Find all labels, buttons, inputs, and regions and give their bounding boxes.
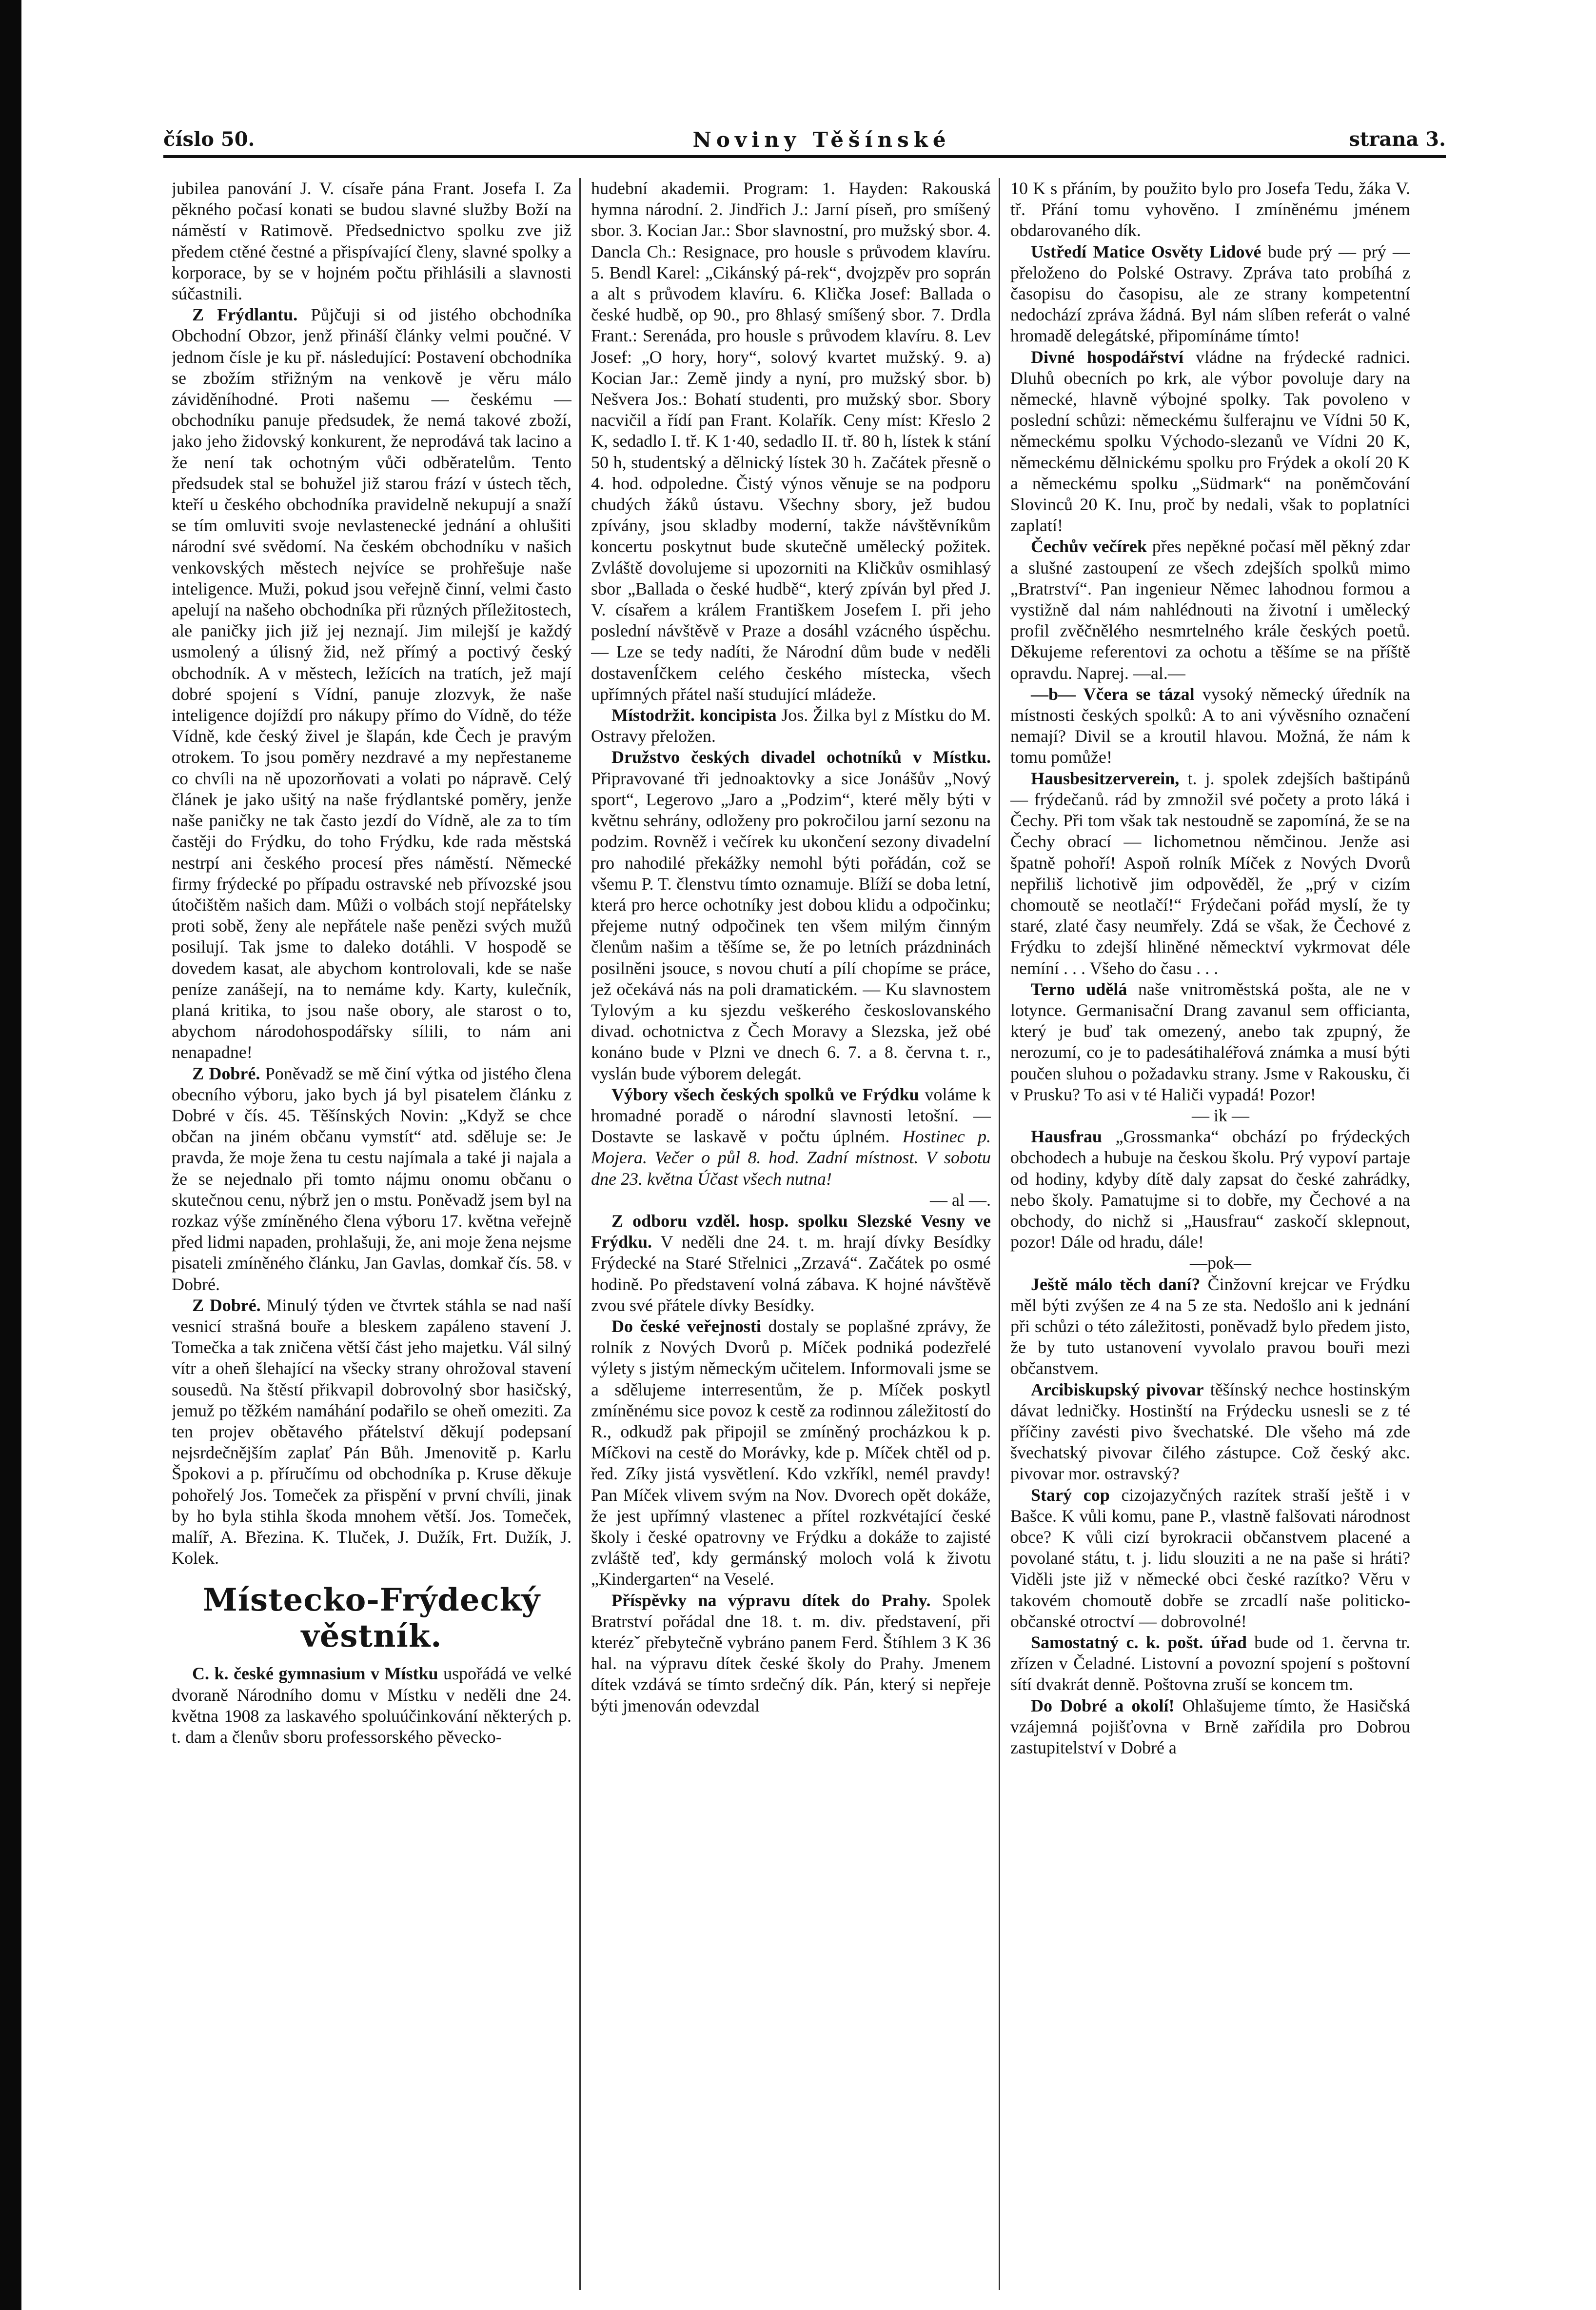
article-lead: Ustředí Matice Osvěty Lidové [1031,241,1261,261]
article-jubilee: jubilea panování J. V. císaře pána Frant. Josefa I. Za pěkného počasí konati se budou slavné služby Boží na náměstí v Ratimově. Předsednictvo spolku zve již předem ctěné čestné a přispívající členy, slavné spolky a korporace, by se v hojném počtu přihlásili a slavnosti súčastnili. [172,179,571,304]
article-dane: Ještě málo těch daní? Činžovní krejcar ve Frýdku měl býti zvýšen ze 4 na 5 ze sta. Nedošlo ani k jednání při schůzi o této záležitosti, poněvadž bylo předem jisto, že by tuto ustanovení vyvolalo pravou bouři mezi občanstvem. [1010,1274,1410,1378]
column-3 [1010,178,1410,2290]
article-koncipista: Místodržit. koncipista Jos. Žilka byl z Místku do M. Ostravy přeložen. [591,705,991,746]
article-posta: Samostatný c. k. pošt. úřad bude od 1. června tr. zřízen v Čeladné. Listovní a povozní spojení s poštovní sítí dvakrát denně. Poštovna zruší se koncem tm. [1010,1633,1410,1694]
article-dobra-okoli: Do Dobré a okolí! Ohlašujeme tímto, že Hasičská vzájemná pojišťovna v Brně zařídila pro Dobrou zastupitelství v Dobré a [1010,1695,1410,1758]
article-italic-note: Hostinec p. Mojera. Večer o půl 8. hod. Zadní místnost. V sobotu dne 23. května Účast všech nutna! [591,1127,991,1189]
article-urednik: —b— Včera se tázal vysoký německý úředník na místnosti českých spolků: A to ani vývěsního označení nemají? Divil se a kroutil hlavou. Možná, že nám k tomu pomůže! [1010,684,1410,767]
page-header [163,128,1446,157]
article-hospodarstvi: Divné hospodářství vládne na frýdecké radnici. Dluhů obecních po krk, ale výbor povoluje dary na německé, hlavně výbojné spolky. Tak povoleno v poslední schůzi: německému šulferajnu ve Vídni 50 K, německému spolku Východo-slezanů ve Vídni 20 K, německému dělnickému spolku pro Frýdek a okolí 20 K a německému spolku „Südmark“ na poněmčování Slovinců 20 K. Inu, proč by nedali, však to poplatníci zaplatí! [1010,347,1410,536]
article-lead: Příspěvky na výpravu dítek do Prahy. [611,1590,931,1610]
article-vecirek: Čechův večírek přes nepěkné počasí měl pěkný zdar a slušné zastoupení ze všech zdejších spolků mimo „Bratrství“. Pan ingenieur Němec lahodnou formou a vystižně dal nám nahlédnouti na životní i umělecký profil zvěčnělého nesmrtelného krále českých poetů. Děkujeme referentovi za ochotu a těšíme se na příště opravdu. Naprej. —al.— [1010,537,1410,683]
article-lead: C. k. české gymnasium v Místku [192,1664,438,1684]
article-hausfrau: Hausfrau „Grossmanka“ obchází po frýdeckých obchodech a hubuje na českou školu. Prý vypoví partaje od hodiny, kdyby dítě daly zapsat do české zahrádky, nebo školy. Pamatujme si to dobře, my Čechové a na obchody, do nichž si „Hausfrau“ zaskočí sklepnout, pozor! Dále od hradu, dále! [1010,1127,1410,1252]
article-lead: Divné hospodářství [1031,347,1184,367]
article-lead: Samostatný c. k. pošt. úřad [1031,1633,1247,1653]
article-academy-program: hudební akademii. Program: 1. Hayden: Rakouská hymna národní. 2. Jindřich J.: Jarní píseň, pro smíšený sbor. 3. Kocian Jar.: Sbor slavnostní, pro mužský sbor. 4. Dancla Ch.: Resignace, pro housle s průvodem klavíru. 5. Bendl Karel: „Cikánský pá-rek“, dvojzpěv pro soprán a alt s průvodem klavíru. 6. Klička Josef: Ballada o české hudbě, op 90., pro 8hlasý smíšený sbor. 7. Drdla Frant.: Serenáda, pro housle s průvodem klavíru. 8. Lev Josef: „O hory, hory“, solový kvartet mužský. 9. a) Kocian Jar.: Země jindy a nyní, pro mužský sbor. b) Nešvera Jos.: Bohatí studenti, pro mužský sbor. Sbory nacvičil a řídí pan Frant. Kolařík. Ceny míst: Křeslo 2 K, sedadlo I. tř. K 1·40, sedadlo II. tř. 80 h, lístek k stání 50 h, studentský a dělnický lístek 30 h. Začátek přesně o 4. hod. odpoledne. Čistý výnos věnuje se na podporu chudých žáků ústavu. Všechny sbory, jež budou zpívány, jsou skladby moderní, takže návštěvníkům koncertu poskytnut bude skutečně umělecký požitek. Zvláště dovolujeme si upozorniti na Kličkův osmihlasý sbor „Ballada o české hudbě“, který zpíván byl před J. V. císařem a králem Františkem Josefem I. při jeho poslední návštěvě v Praze a dosáhl vzácného úspěchu. — Lze se tedy nadíti, že Národní dům bude v neděli dostavenÍčkem celého českého místecka, všech upřímných přátel naší studující mládeže. [591,179,991,704]
article-vesna: Z odboru vzděl. hosp. spolku Slezské Vesny ve Frýdku. V neděli dne 24. t. m. hrají dívky Besídky Frýdecké na Staré Střelnici „Zrzavá“. Začátek po osmé hodině. Po představení volná zábava. K hojné návštěvě zvou své přátele dívky Besídky. [591,1211,991,1315]
article-lead: Čechův večírek [1031,537,1147,557]
article-lead: Terno udělá [1031,979,1127,999]
column-divider [579,178,581,2290]
section-title: Místecko-Frýdecký věstník. [202,1582,541,1655]
article-matice: Ustředí Matice Osvěty Lidové bude prý — prý — přeloženo do Polské Ostravy. Zpráva tato probíhá z časopisu do časopisu, ale ze strany kompetentní nedochází zpráva žádná. Byl nám slíben referát o valné hromadě delegátské, připomínáme tímto! [1010,241,1410,346]
article-lead: Z Frýdlantu. [192,305,298,325]
header-rule [163,155,1446,158]
article-dobra-1: Z Dobré. Poněvadž se mě činí výtka od jistého člena obecního výboru, jako bych já byl pisatelem článku z Dobré v čís. 45. Těšínských Novin: „Když se chce občan na jiném občanu vymstít“ atd. sděluje se: Je pravda, že moje žena tu cestu najímala a také ji najala a že se nejednalo při tomto nájmu onomu občanu o skutečnou cenu, nýbrž jen o mstu. Poněvadž jsem byl na rozkaz výše zmíněného člena výboru 17. května veřejně před lidmi napaden, prohlašuji, že, ani moje žena nejsme pisateli zmíněného článku, Jan Gavlas, domkař čís. 58. v Dobré. [172,1063,571,1294]
scan-edge-bar [0,0,21,2310]
article-lead: Z Dobré. [192,1295,261,1315]
article-cop: Starý cop cizojazyčných razítek straší ještě i v Bašce. K vůli komu, pane P., vlastně falšovati národnost obce? K vůli cizí byrokracii občanstvem placené a povolané státu, t. j. lidu slouziti a ne na paše si hráti? Viděli jste již v německé obci české razítko? Věru v takovém chomoutě dobře se zrcadlí naše politicko-občanské otroctví — dobrovolné! [1010,1485,1410,1631]
issue-number: číslo 50. [163,128,255,151]
article-lead: Z Dobré. [192,1063,260,1083]
page-number: strana 3. [1349,128,1446,151]
article-gymnasium: C. k. české gymnasium v Místku uspořádá ve velké dvoraně Národního domu v Místku v neděli dne 24. května 1908 za laskavého spoluúčinkování některých p. t. dam a členův sboru professorského pěvecko- [172,1664,571,1747]
article-lead: Do Dobré a okolí! [1031,1695,1175,1715]
article-signature: —al.— [1133,663,1185,683]
article-lead: Z odboru vzděl. hosp. spolku Slezské Vesny ve Frýdku. [591,1211,991,1252]
column-1 [172,178,571,2290]
article-lead: Hausfrau [1031,1127,1103,1147]
column-2 [591,178,991,2290]
article-lead: Starý cop [1031,1485,1110,1505]
article-lead: Místodržit. koncipista [611,705,777,725]
article-lead: Výbory všech českých spolků ve Frýdku [611,1084,919,1104]
article-signature: — al —. [930,1190,991,1210]
article-lead: Hausbesitzerverein, [1031,768,1180,788]
article-lead: Arcibiskupský pivovar [1031,1379,1204,1399]
article-verejnost: Do české veřejnosti dostaly se poplašné zprávy, že rolník z Nových Dvorů p. Míček podniká podezřelé výlety s jistým německým učitelem. Informovali jsme se a sdělujeme interresentům, že p. Míček poskytl zmíněnému sice povoz k cestě za rodinnou záležitostí do R., odkudž pak připojil se zmíněný procházkou k p. Míčkovi na cestě do Morávky, kde p. Míček chtěl od p. řed. Zíky jistá vysvětlení. Kdo vzkříkl, nemél pravdy! Pan Míček vlivem svým na Nov. Dvorech opět dokáže, že jest upřímný vlastenec a přítel rozkvétající české školy i české opatrovny ve Frýdku a dokáže to zajisté zvláště teď, kdy germánský moloch volá k životu „Kindergarten“ na Veselé. [591,1316,991,1589]
article-lead: —b— Včera se tázal [1031,684,1195,704]
newspaper-title: Noviny Těšínské [692,128,951,152]
article-terno: Terno udělá naše vnitroměstská pošta, ale ne v lotynce. Germanisační Drang zavanul sem officianta, který je buď tak omezený, anebo tak zpupný, že nerozumí, co je to padesátihaléřová známka a musí býti poučen sluhou o požadavku strany. Jsme v Rakousku, či v Prusku? To asi v té Haliči vypadá! Pozor! [1010,979,1410,1104]
article-lead: Družstvo českých divadel ochotníků v Místku. [611,747,991,767]
article-hausbesitzer: Hausbesitzerverein, t. j. spolek zdejších baštipánů — frýdečanů. rád by zmnožil své počety a proto láká i Čechy. Při tom však tak nestoudně se zapomíná, že se na Čechy obrací — lichometnou němčinou. Jenže asi špatně pohoří! Aspoň rolník Míček z Nových Dvorů nepřiliš lichotivě jim odpověděl, že „prý v cizím chomoutě se neotlačí!“ Frýdečani pořád myslí, že ty staré, zlaté časy neumřely. Zdá se však, že Čechové z Frýdku to zdejší hliněné německtví vykrmovat déle nemíní . . . Všeho do času . . . [1010,768,1410,978]
column-divider [999,178,1000,2290]
article-dobra-2: Z Dobré. Minulý týden ve čtvrtek stáhla se nad naší vesnicí strašná bouře a bleskem zapáleno stavení J. Tomečka a tak zničena větší část jeho majetku. Vál silný vítr a oheň šlehající na všecky strany ohrožoval stavení sousedů. Na štěstí přikvapil dobrovolný sbor hasičský, jemuž po těžkém namáhání podařilo se oheň omeziti. Za ten projev obětavého přátelství děkují podepsaní nejsrdečnějším zaplať Pán Bůh. Jmenovitě p. Karlu Špokovi a p. příručímu od obchodníka p. Kruse děkuje pohořelý Jos. Tomeček za přispění v první chvíli, jinak by ho byla stihla škoda mnohem větší. Jos. Tomeček, malíř, A. Březina. K. Tluček, J. Dužík, Frt. Dužík, J. Kolek. [172,1295,571,1568]
article-frydlant: Z Frýdlantu. Půjčuji si od jistého obchodníka Obchodní Obzor, jenž přináší články velmi poučné. V jednom čísle je ku př. následující: Postavení obchodníka se zbožím střižným na venkově je věru málo záviděníhodné. Proti našemu — českému — obchodníku panuje předsudek, že nemá takové zboží, jako jeho židovský konkurent, že neprodává tak lacino a že není tak ochotným vůči odběratelům. Tento předsudek stal se bohužel již starou frází v ústech těch, kteří u českého obchodníka pravidelně nekupují a snaží se tím omluviti svoje nevlastenecké jednání a ohlušiti národní své svědomí. Na českém obchodníku v našich venkovských městech nejvíce se prohřešuje naše inteligence. Muži, pokud jsou veřejně činní, velmi často apelují na našeho obchodníka při různých příležitostech, ale paničky jich již jej neznají. Jim milejší je každý usmolený a úlisný žid, než přímý a poctivý český obchodník. A v městech, ležících na tratích, jež mají dobré spojení s Vídní, panuje zlozvyk, že naše inteligence dojíždí pro nákupy přímo do Vídně, do téže Vídně, kde český živel je šlapán, kde Čech je pravým otrokem. To jsou poměry nezdravé a my nepřestaneme co chvíli na ně upozorňovati a volati po nápravě. Celý článek je jako ušitý na naše frýdlantské poměry, jenže naše paničky ne tak často jezdí do Vídně, ale za to tím častěji do Frýdku, do toho Frýdku, kde rada městská nestrpí ani českého procesí přes náměstí. Německé firmy frýdecké po případu ostravské neb přívozské jsou útočištěm našich dam. Mûži o volbách stojí nepřátelsky proti sobě, ženy ale nepřátele naše penězi svých mužů posilují. Tak jsme to daleko dotáhli. V hospodě se dovedem kasat, ale abychom kontrolovali, kde se naše peníze zanášejí, na to nemáme kdy. Karty, kulečník, planá kritika, to jsou naše obory, ale starost o to, abychom národohospodářsky sílili, to nám ani nenapadne! [172,305,571,1062]
article-lead: Ještě málo těch daní? [1031,1274,1201,1294]
article-lead: Do české veřejnosti [611,1316,761,1336]
article-prispevky: Příspěvky na výpravu dítek do Prahy. Spolek Bratrství pořádal dne 18. t. m. div. představení, při kterézˇ přebytečně vybráno panem Ferd. Štíhlem 3 K 36 hal. na výpravu dítek české školy do Prahy. Jmenem dítek vzdává se tímto srdečný dík. Pán, který si nepřeje býti jmenován odevzdal [591,1590,991,1715]
article-signature: — ik — [1191,1105,1249,1125]
article-pivovar: Arcibiskupský pivovar těšínský nechce hostinským dávat ledničky. Hostinští na Frýdecku usnesli se z té příčiny zavésti pivo švechatské. Dle všeho má zde švechatský pivovar čilého zástupce. Což český akc. pivovar mor. ostravský? [1010,1379,1410,1484]
article-vybory: Výbory všech českých spolků ve Frýdku voláme k hromadné poradě o národní slavnosti letošní. — Dostavte se laskavě v počtu úplném. Hostinec p. Mojera. Večer o půl 8. hod. Zadní místnost. V sobotu dne 23. května Účast všech nutna! [591,1084,991,1189]
article-divadla: Družstvo českých divadel ochotníků v Místku. Připravované tři jednoaktovky a sice Jonášův „Nový sport“, Legerovo „Jaro a „Podzim“, které měly býti v květnu sehrány, odloženy pro pokročilou jarní sezonu na podzim. Rovněž i večírek ku ukončení sezony divadelní pro nahodilé překážky nemohl býti pořádán, což se všemu P. T. členstvu tímto oznamuje. Blíží se doba letní, která pro herce ochotníky jest dobou klidu a odpočinku; přejeme nutný odpočinek ten všem milým činným členům našim a těšíme se, že po letních prázdninách posilněni jsouce, s novou chutí a pílí chopíme se práce, jež očekává nás na poli dramatickém. — Ku slavnostem Tylovým a ku sjezdu veškerého českoslovanského divad. ochotnictva z Čech Moravy a Slezska, jež obé konáno bude v Plzni ve dnech 6. 7. a 8. června t. r., vyslán bude výborem delegát. [591,747,991,1083]
article-signature: —pok— [1190,1253,1251,1273]
article-continuation: 10 K s přáním, by použito bylo pro Josefa Tedu, žáka V. tř. Přání tomu vyhověno. I zmíněnému jménem obdarovaného dík. [1010,179,1410,240]
